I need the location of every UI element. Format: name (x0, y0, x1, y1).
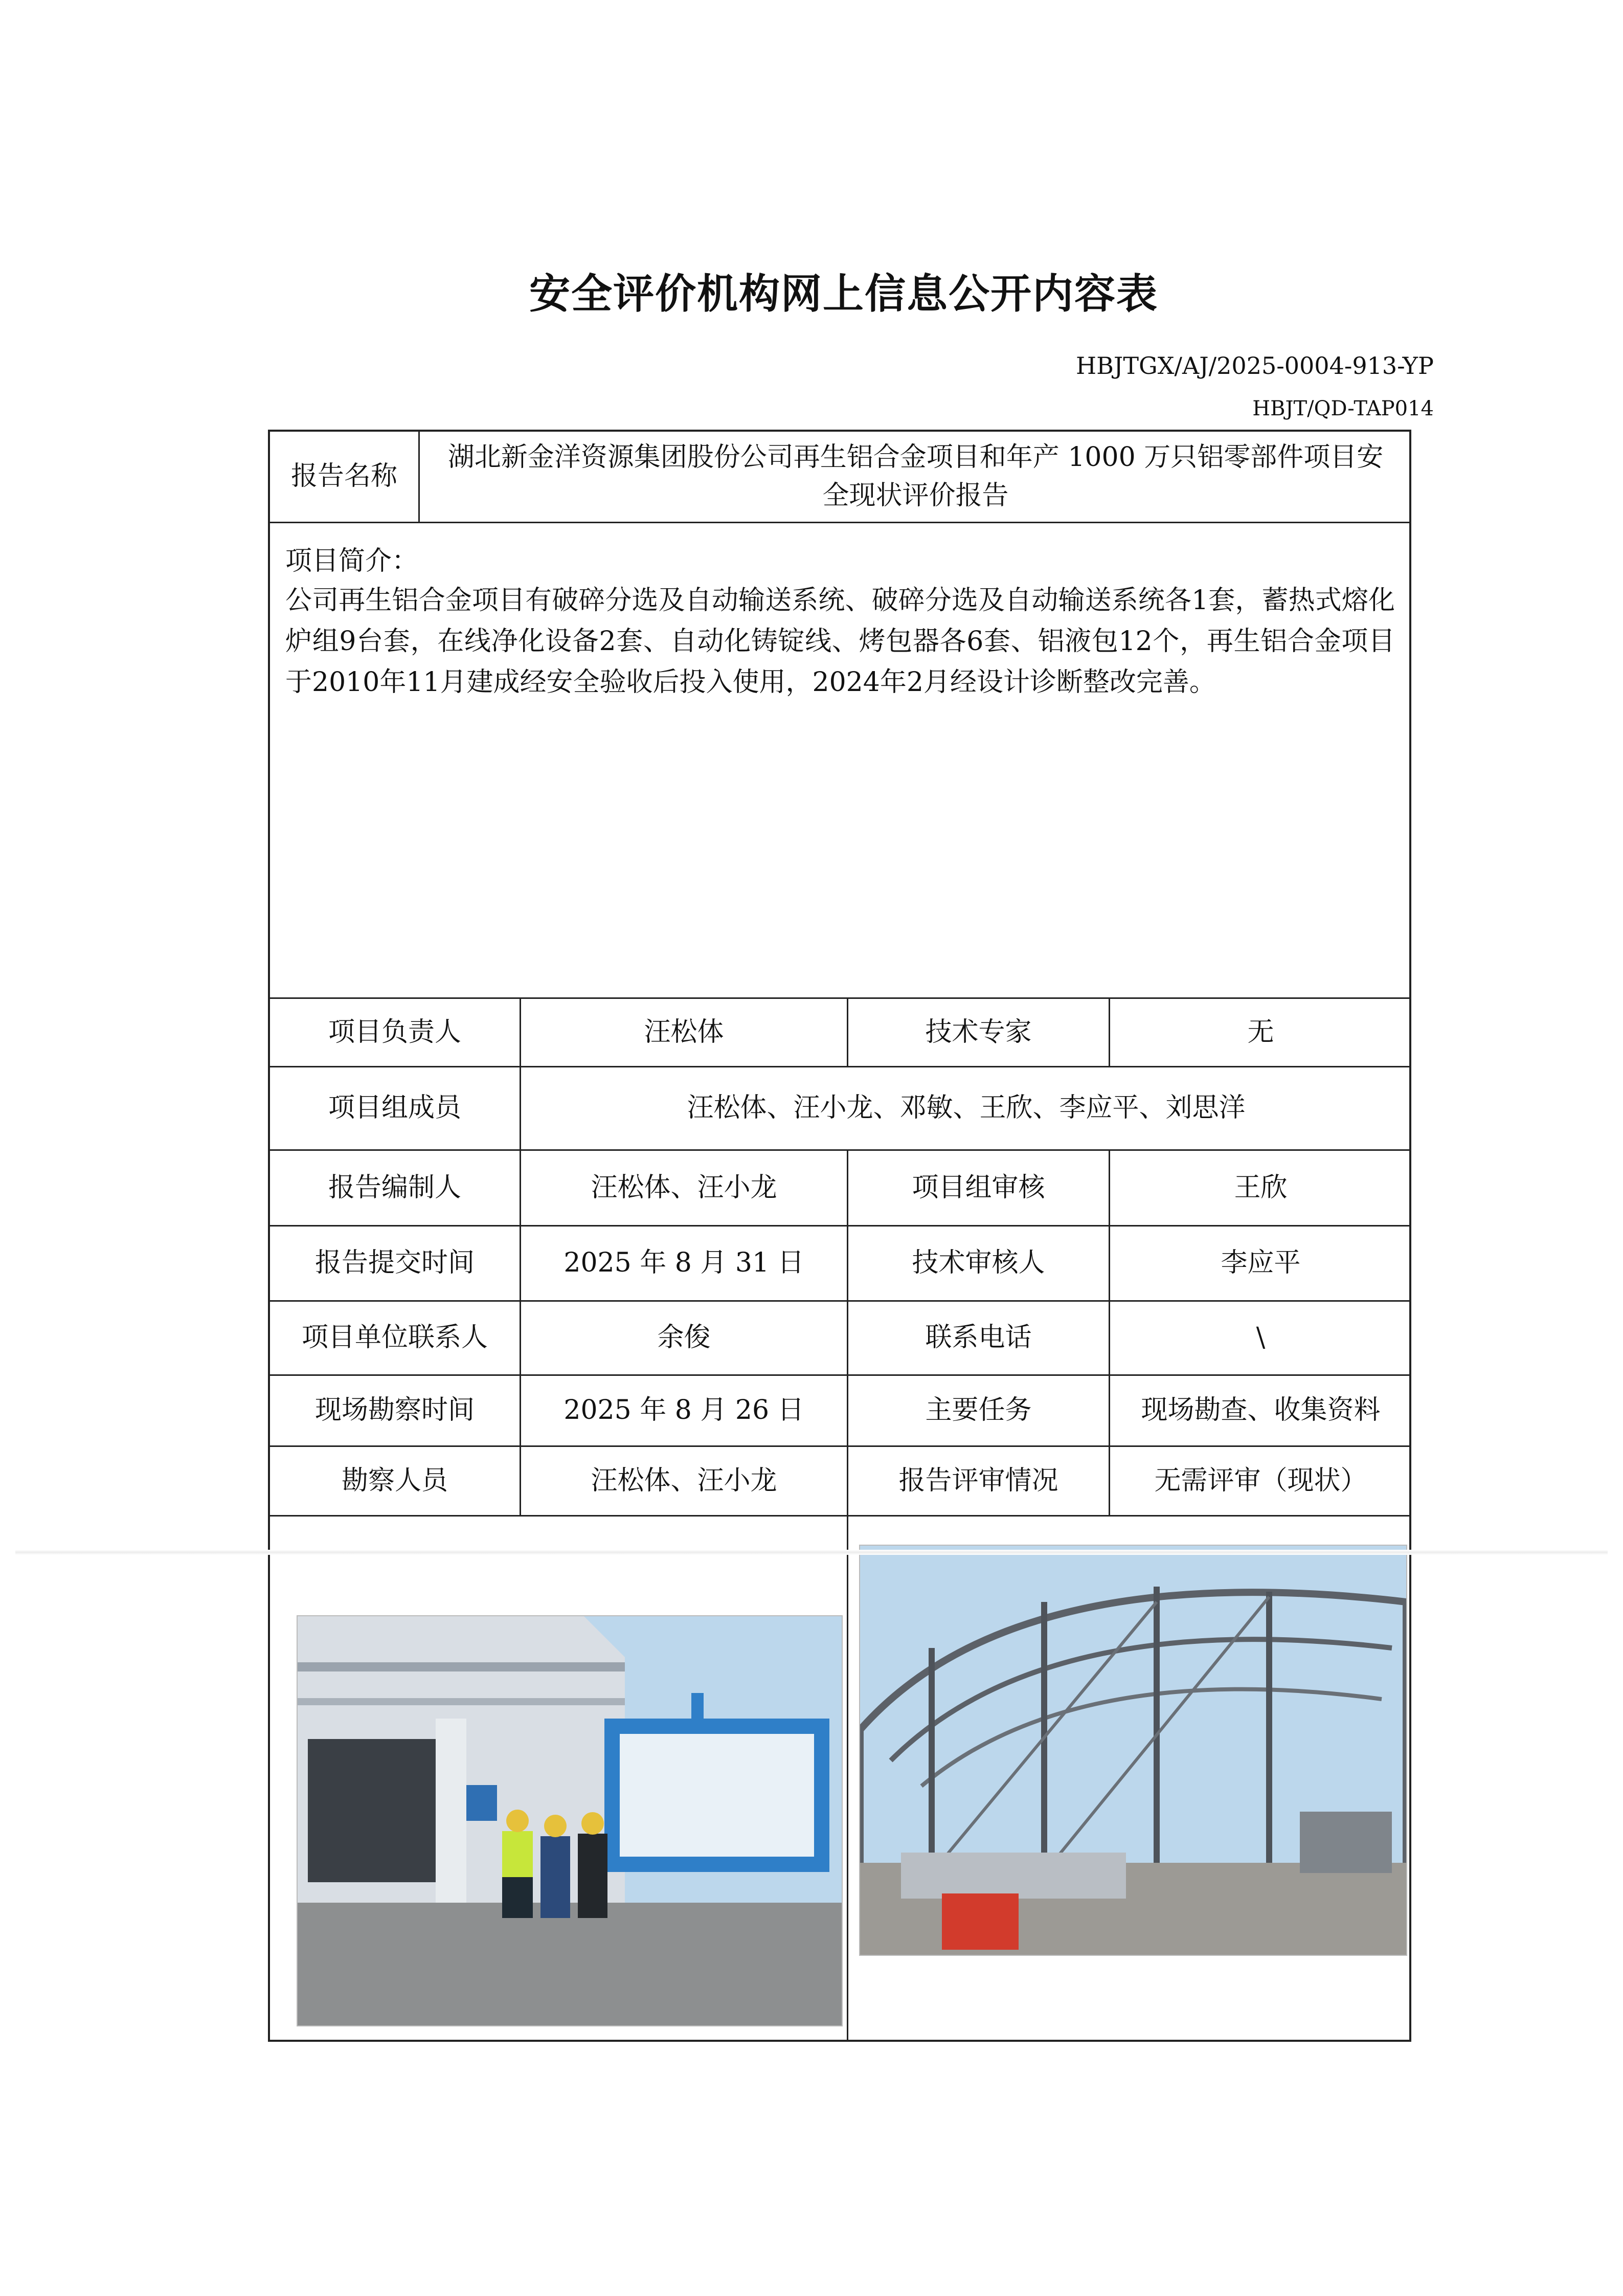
tech-expert-value: 无 (1247, 1016, 1274, 1047)
row-divider (270, 522, 1409, 523)
site-team-photo (297, 1615, 843, 2026)
surveyors-label: 勘察人员 (341, 1465, 448, 1496)
members-label: 项目组成员 (328, 1093, 461, 1124)
tech-expert-label: 技术专家 (925, 1016, 1032, 1047)
members-value: 汪松体、汪小龙、邓敏、王欣、李应平、刘思洋 (687, 1093, 1246, 1124)
steel-frame-photo-icon (860, 1546, 1406, 1955)
review-status-label: 报告评审情况 (898, 1465, 1058, 1496)
tech-reviewer-label: 技术审核人 (912, 1247, 1045, 1279)
project-intro-text: 公司再生铝合金项目有破碎分选及自动输送系统、破碎分选及自动输送系统各1套，蓄热式熔化炉组9台套，在线净化设备2套、自动化铸锭线、烤包器各6套、铝液包12个，再生铝合金项目于2010年11月建成经安全验收后投入使用，2024年2月经设计诊断整改完善。 (285, 585, 1395, 698)
report-name-value: 湖北新金洋资源集团股份公司再生铝合金项目和年产 1000 万只铝零部件项目安全现状评价报告 (447, 441, 1384, 511)
project-intro-label: 项目简介： (285, 546, 419, 576)
form-code: HBJT/QD-TAP014 (1252, 397, 1434, 420)
submit-time-label: 报告提交时间 (314, 1247, 475, 1279)
group-review-label: 项目组审核 (912, 1172, 1045, 1203)
group-review-value: 王欣 (1234, 1172, 1288, 1203)
contact-person-label: 项目单位联系人 (301, 1322, 488, 1353)
steel-frame-photo (859, 1545, 1407, 1956)
site-team-photo-icon (298, 1616, 842, 2025)
report-name-label: 报告名称 (290, 461, 397, 492)
column-divider (847, 1515, 848, 2042)
leader-value: 汪松体 (644, 1016, 724, 1047)
leader-label: 项目负责人 (328, 1016, 461, 1047)
surveyors-value: 汪松体、汪小龙 (591, 1465, 777, 1496)
compiler-label: 报告编制人 (328, 1172, 461, 1203)
survey-time-label: 现场勘察时间 (314, 1395, 475, 1426)
page-title: 安全评价机构网上信息公开内容表 (529, 270, 1158, 318)
phone-label: 联系电话 (925, 1322, 1032, 1353)
submit-time-value: 2025 年 8 月 31 日 (563, 1247, 804, 1279)
scan-artifact-line (15, 1550, 1608, 1555)
review-status-value: 无需评审（现状） (1154, 1465, 1367, 1496)
tech-reviewer-value: 李应平 (1221, 1247, 1301, 1279)
survey-time-value: 2025 年 8 月 26 日 (563, 1395, 804, 1426)
document-code: HBJTGX/AJ/2025-0004-913-YP (1075, 352, 1434, 380)
info-form (268, 430, 1411, 2042)
phone-value: \ (1256, 1322, 1266, 1353)
compiler-value: 汪松体、汪小龙 (591, 1172, 777, 1203)
main-task-label: 主要任务 (925, 1395, 1032, 1426)
contact-person-value: 余俊 (657, 1322, 711, 1353)
main-task-value: 现场勘查、收集资料 (1141, 1395, 1381, 1426)
row-divider (270, 1515, 1409, 1517)
